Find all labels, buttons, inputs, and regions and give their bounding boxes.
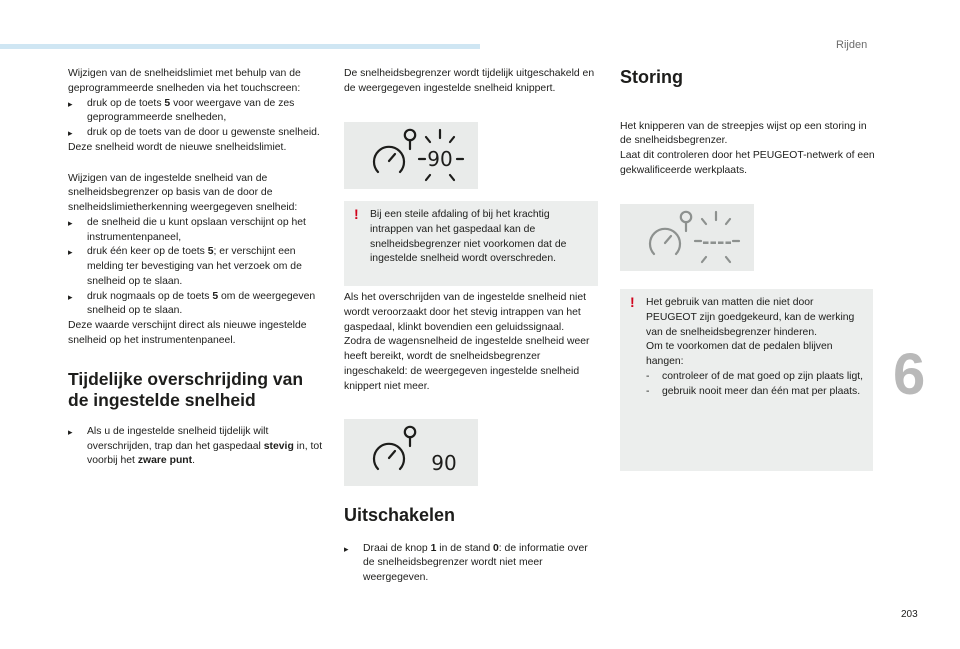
arrow-bullet-icon: ▸ (68, 98, 73, 109)
warning-note-mats-intro-2: Om te voorkomen dat de pedalen blijven hangen: (646, 341, 833, 368)
chapter-number: 6 (893, 342, 926, 407)
col1-block1-bullet-2: ▸ druk op de toets van de door u gewenste snelheid. (68, 127, 320, 139)
col2-bullet-switch-off: ▸ Draai de knop 1 in de stand 0: de informatie over de snelheidsbegrenzer wordt niet meer weergegeven. (344, 542, 588, 584)
col1-block2-intro: Wijzigen van de ingestelde snelheid van de snelheidsbegrenzer op basis van de door de snelheidslimietherkenning weergegeven snelheid: (68, 172, 298, 214)
arrow-bullet-icon: ▸ (68, 426, 73, 437)
warning-note-mats-intro: Het gebruik van matten die niet door PEUGEOT zijn goedgekeurd, kan de werking van de snelheidsbegrenzer hinderen. (646, 297, 855, 338)
column-2-top (344, 67, 602, 97)
heading-uitschakelen: Uitschakelen (344, 505, 456, 525)
col2-para-1: De snelheidsbegrenzer wordt tijdelijk uitgeschakeld en de weergegeven ingestelde snelheid knippert. (344, 68, 595, 94)
header-accent-bar (0, 44, 480, 49)
column-3-top (620, 67, 878, 179)
exclamation-warning-icon: ! (630, 294, 635, 310)
display-1-speed-value: 90 (427, 147, 453, 171)
col3-para-2: Laat dit controleren door het PEUGEOT-netwerk of een gekwalificeerde werkplaats. (620, 150, 875, 176)
display-steady-90 (344, 419, 478, 486)
heading-storing: Storing (620, 67, 683, 87)
col1-block2-bullet-3: ▸ druk nogmaals op de toets 5 om de weergegeven snelheid op te slaan. (68, 290, 316, 317)
speed-limiter-icon (344, 122, 478, 189)
speed-limiter-icon (620, 204, 754, 271)
column-2-bottom (344, 505, 602, 586)
col3-para-1: Het knipperen van de streepjes wijst op een storing in de snelheidsbegrenzer. (620, 120, 867, 147)
heading-temporary-override: Tijdelijke overschrijding van de ingestelde snelheid (68, 368, 304, 410)
col1-block1-bullet-1: ▸ druk op de toets 5 voor weergave van de zes geprogrammeerde snelheden, (68, 97, 295, 124)
col1-block1-intro: Wijzigen van de snelheidslimiet met behulp van de geprogrammeerde snelheden via het touchscreen: (68, 68, 301, 94)
arrow-bullet-icon: ▸ (344, 543, 349, 554)
column-2-middle (344, 291, 602, 394)
arrow-bullet-icon: ▸ (68, 128, 73, 139)
column-1 (68, 67, 326, 469)
display-fault-dashes (620, 204, 754, 271)
warning-note-mats-dash-2: - gebruik nooit meer dan één mat per plaats. (646, 385, 861, 397)
arrow-bullet-icon: ▸ (68, 247, 73, 258)
warning-note-mats-dash-1: - controleer of de mat goed op zijn plaats ligt, (646, 370, 864, 382)
warning-note-descent (344, 201, 598, 286)
warning-note-text: Bij een steile afdaling of bij het krachtig intrappen van het gaspedaal kan de snelheidsbegrenzer niet voorkomen dat de ingestelde snelheid wordt overschreden. (370, 209, 567, 265)
section-label: Rijden (836, 39, 868, 51)
col1-block1-outro: Deze snelheid wordt de nieuwe snelheidslimiet. (68, 141, 287, 153)
speed-limiter-icon (344, 419, 478, 486)
warning-note-mats (620, 289, 873, 471)
fault-dashes: ---- (702, 232, 732, 253)
display-blinking-90 (344, 122, 478, 189)
exclamation-warning-icon: ! (354, 206, 359, 222)
display-2-speed-value: 90 (431, 451, 457, 475)
col1-block3-bullet: ▸ Als u de ingestelde snelheid tijdelijk wilt overschrijden, trap dan het gaspedaal stevig in, tot voorbij het zware punt. (68, 425, 323, 467)
arrow-bullet-icon: ▸ (68, 291, 73, 302)
col1-block2-bullet-1: ▸ de snelheid die u kunt opslaan verschijnt op het instrumentenpaneel, (68, 216, 306, 243)
page-number: 203 (901, 609, 918, 620)
arrow-bullet-icon: ▸ (68, 217, 73, 228)
col2-para-3: Zodra de wagensnelheid de ingestelde snelheid weer heeft bereikt, wordt de snelheidsbegrenzer ingeschakeld: de weergegeven ingestelde snelheid knippert niet meer. (344, 336, 590, 392)
col2-para-2: Als het overschrijden van de ingestelde snelheid niet wordt veroorzaakt door het stevig intrappen van het gaspedaal, klinkt bovendien een geluidssignaal. (344, 292, 587, 333)
col1-block2-outro: Deze waarde verschijnt direct als nieuwe ingestelde snelheid op het instrumentenpaneel. (68, 320, 307, 347)
col1-block2-bullet-2: ▸ druk één keer op de toets 5; er verschijnt een melding ter bevestiging van het verzoek om de snelheid op te slaan. (68, 246, 302, 287)
